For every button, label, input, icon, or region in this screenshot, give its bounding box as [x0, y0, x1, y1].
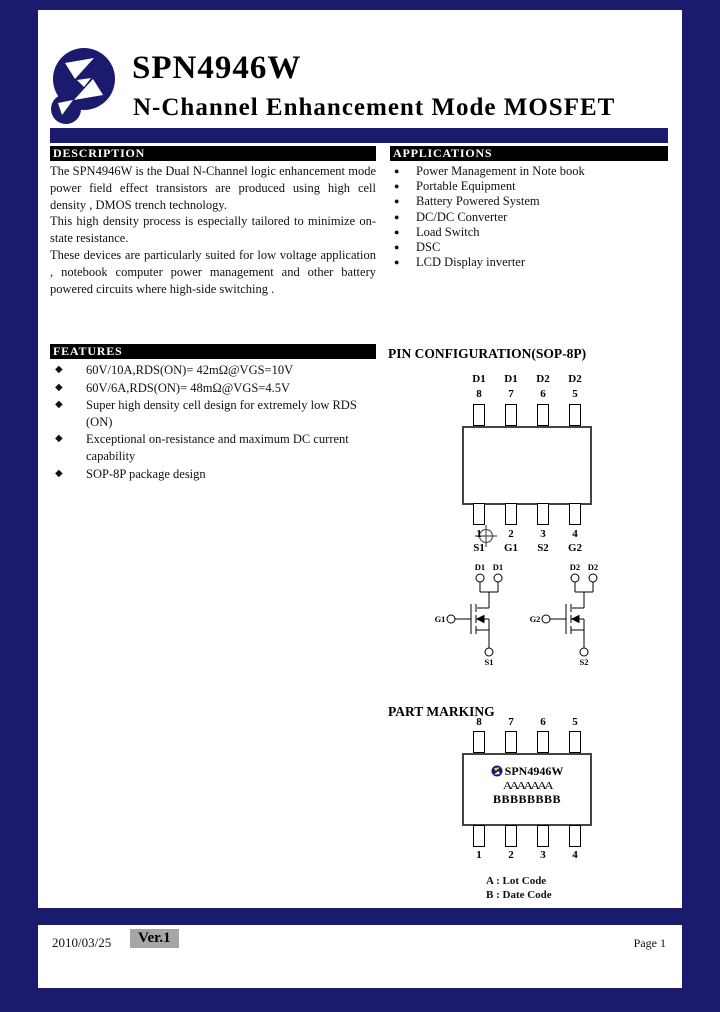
list-item [392, 164, 670, 179]
feature-label: Exceptional on-resistance and maximum DC current capability [86, 432, 349, 463]
marking-date-code: BBBBBBBB [492, 792, 562, 806]
company-logo-icon [46, 46, 126, 130]
pin-number: 5 [572, 388, 578, 400]
application-label: Battery Powered System [416, 194, 540, 209]
pin-number-row-top [463, 388, 593, 400]
pin-label: G2 [567, 542, 583, 554]
pin-number-row-bottom [463, 849, 593, 861]
marking-logo-icon [491, 765, 503, 777]
pin-number: 5 [572, 716, 578, 728]
feature-label: 60V/6A,RDS(ON)= 48mΩ@VGS=4.5V [86, 380, 291, 395]
marking-line-partnumber [464, 764, 590, 779]
pin-number: 1 [476, 849, 482, 861]
pin-label: D2 [536, 373, 550, 385]
pin-label: D2 [568, 373, 582, 385]
pin-number: 4 [572, 849, 578, 861]
mosfet-q2-symbol [542, 574, 597, 656]
description-heading: DESCRIPTION [50, 146, 376, 161]
pin-label: D1 [504, 373, 518, 385]
package-pin [537, 825, 549, 847]
pin-configuration-heading: PIN CONFIGURATION(SOP-8P) [388, 346, 587, 361]
package-pin [473, 825, 485, 847]
pin-number: 8 [476, 716, 482, 728]
applications-heading: APPLICATIONS [390, 146, 668, 161]
application-label: DSC [416, 240, 441, 255]
terminal-label: G1 [434, 614, 446, 624]
diamond-bullet-icon: ◆ [55, 381, 63, 393]
bullet-icon: ● [394, 226, 400, 237]
applications-list [392, 164, 670, 270]
pin-number: 7 [508, 388, 514, 400]
package-pin [569, 503, 581, 525]
marking-legend [486, 874, 552, 902]
package-pin [473, 404, 485, 426]
diamond-bullet-icon: ◆ [55, 364, 63, 375]
feature-label: SOP-8P package design [86, 466, 206, 481]
pin-number: 4 [572, 528, 578, 540]
terminal-label: G2 [529, 614, 541, 624]
terminal-label: D2 [569, 562, 581, 572]
application-label: Portable Equipment [416, 179, 516, 194]
footer-date: 2010/03/25 [52, 935, 112, 950]
terminal-label: D2 [587, 562, 599, 572]
pin-number: 3 [540, 528, 546, 540]
pin-label: S1 [473, 542, 485, 554]
package-pin [505, 731, 517, 753]
list-item [52, 380, 376, 397]
list-item [52, 431, 376, 464]
bullet-icon: ● [394, 181, 400, 192]
sop8-package-diagram [458, 373, 598, 563]
header-divider [50, 128, 668, 143]
package-pin [473, 503, 485, 525]
list-item [392, 179, 670, 194]
pin-label-row-top [463, 373, 593, 385]
package-pin [505, 825, 517, 847]
application-label: DC/DC Converter [416, 209, 508, 224]
package-body [462, 426, 592, 505]
list-item [52, 466, 376, 483]
features-heading: FEATURES [50, 344, 376, 359]
package-pin [537, 731, 549, 753]
package-pin [505, 404, 517, 426]
list-item [392, 194, 670, 209]
pin-label: G1 [503, 542, 519, 554]
diamond-bullet-icon: ◆ [55, 467, 63, 479]
pin-number: 7 [508, 716, 514, 728]
list-item [392, 240, 670, 255]
package-pin [569, 404, 581, 426]
description-paragraph: This high density process is especially tailored to minimize on-state resistance. [50, 214, 376, 246]
version-badge: Ver.1 [130, 929, 179, 948]
feature-label: Super high density cell design for extremely low RDS (ON) [86, 398, 357, 429]
application-label: LCD Display inverter [416, 255, 526, 270]
terminal-label: D1 [492, 562, 504, 572]
list-item [392, 225, 670, 240]
diamond-bullet-icon: ◆ [55, 399, 63, 411]
feature-label: 60V/10A,RDS(ON)= 42mΩ@VGS=10V [86, 363, 294, 377]
bullet-icon: ● [394, 257, 400, 268]
bullet-icon: ● [394, 196, 400, 207]
package-body [462, 753, 592, 826]
diamond-bullet-icon: ◆ [55, 433, 63, 445]
pin-label: D1 [472, 373, 486, 385]
features-list [52, 362, 376, 483]
device-type-subtitle: N-Channel Enhancement Mode MOSFET [133, 94, 616, 121]
pin-number: 6 [540, 716, 546, 728]
pin-number: 2 [508, 528, 514, 540]
list-item [52, 362, 376, 379]
terminal-label: S2 [579, 657, 589, 667]
legend-line: B : Date Code [486, 889, 552, 901]
pin-number-row-top [463, 716, 593, 728]
package-pin [569, 825, 581, 847]
pin-number: 8 [476, 388, 482, 400]
package-pin [537, 404, 549, 426]
mosfet-q1-symbol [447, 574, 502, 656]
bullet-icon: ● [394, 166, 400, 176]
pin-number: 1 [476, 528, 482, 540]
package-pin [569, 731, 581, 753]
pin-number: 6 [540, 388, 546, 400]
mosfet-schematic [428, 562, 608, 677]
description-paragraph: The SPN4946W is the Dual N-Channel logic enhancement mode power field effect transistors are produced using high cell density , DMOS trench technology. [50, 164, 376, 212]
package-pin [473, 731, 485, 753]
terminal-label: S1 [484, 657, 494, 667]
package-pin [537, 503, 549, 525]
pin-number: 2 [508, 849, 514, 861]
list-item [392, 210, 670, 225]
package-pin [505, 503, 517, 525]
pin-number-row-bottom [463, 528, 593, 540]
datasheet-page [38, 10, 682, 988]
bullet-icon: ● [394, 242, 400, 253]
pin-label-row-bottom [463, 542, 593, 554]
part-marking-heading: PART MARKING [388, 704, 495, 719]
marking-lot-code: AAAAAAA [502, 779, 552, 792]
part-number-title: SPN4946W [132, 50, 302, 86]
bullet-icon: ● [394, 211, 400, 222]
footer-divider [38, 908, 682, 925]
description-paragraph: These devices are particularly suited for low voltage application , notebook computer power management and other battery powered circuits where high-side switching . [50, 247, 376, 296]
marking-partnumber-text: SPN4946W [504, 764, 564, 778]
terminal-label: D1 [474, 562, 486, 572]
pin-label: S2 [537, 542, 549, 554]
list-item [52, 397, 376, 430]
page-number: Page 1 [633, 936, 666, 950]
application-label: Power Management in Note book [416, 164, 585, 178]
part-marking-diagram [458, 716, 598, 866]
description-text [50, 163, 376, 297]
application-label: Load Switch [416, 224, 480, 239]
pin-number: 3 [540, 849, 546, 861]
list-item [392, 255, 670, 270]
legend-line: A : Lot Code [486, 875, 547, 887]
